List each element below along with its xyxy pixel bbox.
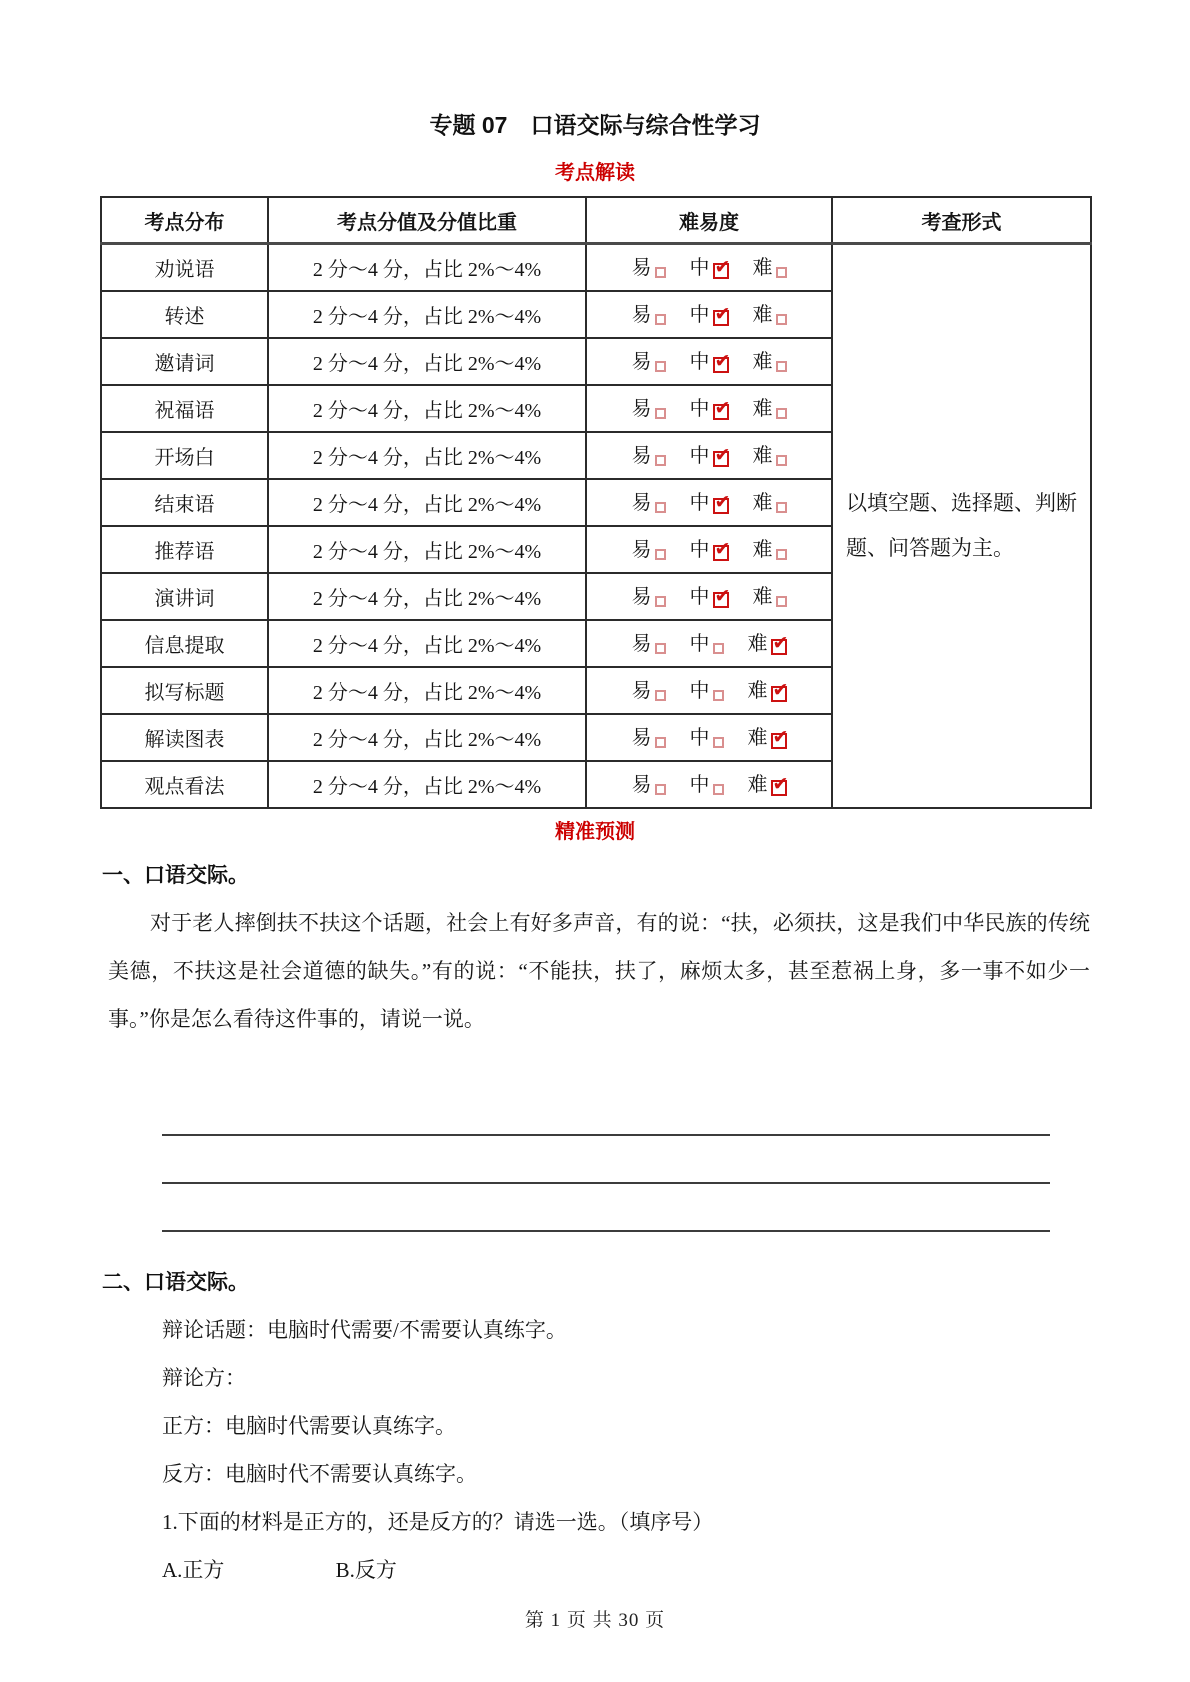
score-cell: 2 分～4 分，占比 2%～4% xyxy=(268,432,586,479)
difficulty-label: 中 xyxy=(689,444,710,467)
difficulty-option-hard xyxy=(753,490,787,516)
score-cell: 2 分～4 分，占比 2%～4% xyxy=(268,667,586,714)
difficulty-option-medium xyxy=(690,537,729,563)
difficulty-cell xyxy=(586,338,832,385)
topic-cell: 解读图表 xyxy=(101,714,268,761)
difficulty-checkbox-hard xyxy=(776,408,787,419)
difficulty-checkbox-medium-checked xyxy=(713,263,729,279)
difficulty-option-hard xyxy=(753,537,787,563)
difficulty-cell xyxy=(586,620,832,667)
difficulty-checkbox-easy xyxy=(655,314,666,325)
difficulty-checkbox-easy xyxy=(655,784,666,795)
difficulty-option-medium xyxy=(690,631,724,657)
difficulty-option-medium xyxy=(690,584,729,610)
difficulty-options xyxy=(587,678,831,704)
difficulty-option-easy xyxy=(632,537,666,563)
section-two-lines xyxy=(162,1306,1090,1546)
score-cell: 2 分～4 分，占比 2%～4% xyxy=(268,244,586,292)
difficulty-options xyxy=(587,725,831,751)
debate-line: 辩论方： xyxy=(162,1366,246,1390)
difficulty-options xyxy=(587,396,831,422)
difficulty-label: 难 xyxy=(747,679,768,702)
difficulty-label: 中 xyxy=(689,773,710,796)
options-line xyxy=(162,1546,1090,1594)
difficulty-checkbox-easy xyxy=(655,549,666,560)
score-cell: 2 分～4 分，占比 2%～4% xyxy=(268,291,586,338)
difficulty-label: 难 xyxy=(747,773,768,796)
difficulty-option-medium xyxy=(690,349,729,375)
score-cell: 2 分～4 分，占比 2%～4% xyxy=(268,761,586,808)
difficulty-checkbox-easy xyxy=(655,408,666,419)
difficulty-label: 难 xyxy=(752,397,773,420)
difficulty-checkbox-hard xyxy=(776,596,787,607)
difficulty-checkbox-hard xyxy=(776,455,787,466)
difficulty-options xyxy=(587,302,831,328)
difficulty-options xyxy=(587,255,831,281)
difficulty-label: 易 xyxy=(631,397,652,420)
difficulty-cell xyxy=(586,291,832,338)
difficulty-options xyxy=(587,631,831,657)
difficulty-label: 易 xyxy=(631,350,652,373)
difficulty-option-medium xyxy=(690,678,724,704)
difficulty-option-easy xyxy=(632,725,666,751)
difficulty-label: 易 xyxy=(631,679,652,702)
debate-line: 反方：电脑时代不需要认真练字。 xyxy=(162,1462,477,1486)
difficulty-checkbox-medium-checked xyxy=(713,357,729,373)
difficulty-checkbox-medium-checked xyxy=(713,498,729,514)
column-header-topic: 考点分布 xyxy=(101,197,268,244)
exam-points-table xyxy=(100,196,1092,809)
topic-cell: 结束语 xyxy=(101,479,268,526)
difficulty-option-hard xyxy=(748,678,787,704)
exam-form-text: 以填空题、选择题、判断题、问答题为主。 xyxy=(846,491,1077,560)
difficulty-checkbox-medium-checked xyxy=(713,404,729,420)
difficulty-label: 易 xyxy=(631,256,652,279)
topic-cell: 转述 xyxy=(101,291,268,338)
difficulty-checkbox-easy xyxy=(655,596,666,607)
table-row xyxy=(101,244,1091,292)
difficulty-checkbox-hard-checked xyxy=(771,686,787,702)
difficulty-label: 中 xyxy=(689,491,710,514)
topic-cell: 祝福语 xyxy=(101,385,268,432)
column-header-exam-form: 考查形式 xyxy=(832,197,1091,244)
difficulty-label: 中 xyxy=(689,538,710,561)
topic-cell: 邀请词 xyxy=(101,338,268,385)
difficulty-label: 难 xyxy=(747,726,768,749)
debate-line: 正方：电脑时代需要认真练字。 xyxy=(162,1414,456,1438)
difficulty-option-easy xyxy=(632,302,666,328)
exam-table-body xyxy=(101,244,1091,809)
difficulty-options xyxy=(587,537,831,563)
difficulty-checkbox-hard xyxy=(776,549,787,560)
difficulty-checkbox-medium-checked xyxy=(713,310,729,326)
difficulty-label: 中 xyxy=(689,726,710,749)
difficulty-option-easy xyxy=(632,255,666,281)
difficulty-checkbox-medium xyxy=(713,690,724,701)
difficulty-option-easy xyxy=(632,584,666,610)
table-header-row xyxy=(101,197,1091,244)
difficulty-cell xyxy=(586,761,832,808)
difficulty-option-medium xyxy=(690,725,724,751)
topic-cell: 劝说语 xyxy=(101,244,268,292)
difficulty-checkbox-easy xyxy=(655,267,666,278)
difficulty-label: 难 xyxy=(747,632,768,655)
score-cell: 2 分～4 分，占比 2%～4% xyxy=(268,573,586,620)
difficulty-checkbox-medium xyxy=(713,643,724,654)
difficulty-option-hard xyxy=(753,255,787,281)
section-one-heading: 一、口语交际。 xyxy=(102,864,249,887)
difficulty-option-medium xyxy=(690,302,729,328)
exam-form-cell xyxy=(832,244,1091,809)
difficulty-label: 中 xyxy=(689,679,710,702)
topic-cell: 演讲词 xyxy=(101,573,268,620)
difficulty-label: 易 xyxy=(631,585,652,608)
difficulty-cell xyxy=(586,244,832,292)
difficulty-option-hard xyxy=(753,443,787,469)
question-paragraph: 对于老人摔倒扶不扶这个话题，社会上有好多声音，有的说：“扶，必须扶，这是我们中华民族的传统美德，不扶这是社会道德的缺失。”有的说：“不能扶，扶了，麻烦太多，甚至惹祸上身，多一事不如少一事。”你是怎么看待这件事的，请说一说。 xyxy=(108,911,1090,1031)
difficulty-checkbox-easy xyxy=(655,361,666,372)
score-cell: 2 分～4 分，占比 2%～4% xyxy=(268,385,586,432)
topic-cell: 信息提取 xyxy=(101,620,268,667)
difficulty-label: 易 xyxy=(631,444,652,467)
difficulty-label: 难 xyxy=(752,491,773,514)
difficulty-options xyxy=(587,584,831,610)
difficulty-option-hard xyxy=(748,772,787,798)
difficulty-option-easy xyxy=(632,349,666,375)
difficulty-label: 易 xyxy=(631,538,652,561)
difficulty-label: 中 xyxy=(689,397,710,420)
difficulty-option-medium xyxy=(690,443,729,469)
answer-blanks xyxy=(162,1088,1050,1232)
difficulty-label: 易 xyxy=(631,632,652,655)
difficulty-option-easy xyxy=(632,396,666,422)
prediction-heading: 精准预测 xyxy=(555,821,635,843)
difficulty-options xyxy=(587,772,831,798)
difficulty-label: 难 xyxy=(752,538,773,561)
difficulty-checkbox-medium-checked xyxy=(713,545,729,561)
difficulty-option-medium xyxy=(690,396,729,422)
difficulty-label: 难 xyxy=(752,350,773,373)
answer-blank xyxy=(162,1136,1050,1184)
difficulty-option-hard xyxy=(753,396,787,422)
difficulty-checkbox-medium-checked xyxy=(713,592,729,608)
difficulty-options xyxy=(587,443,831,469)
exam-points-heading: 考点解读 xyxy=(555,162,635,184)
difficulty-cell xyxy=(586,667,832,714)
difficulty-cell xyxy=(586,432,832,479)
difficulty-label: 易 xyxy=(631,726,652,749)
score-cell: 2 分～4 分，占比 2%～4% xyxy=(268,479,586,526)
difficulty-cell xyxy=(586,479,832,526)
difficulty-label: 易 xyxy=(631,773,652,796)
column-header-difficulty: 难易度 xyxy=(586,197,832,244)
difficulty-label: 难 xyxy=(752,585,773,608)
difficulty-cell xyxy=(586,714,832,761)
difficulty-checkbox-easy xyxy=(655,502,666,513)
difficulty-label: 易 xyxy=(631,303,652,326)
difficulty-option-medium xyxy=(690,772,724,798)
score-cell: 2 分～4 分，占比 2%～4% xyxy=(268,714,586,761)
answer-blank xyxy=(162,1088,1050,1136)
difficulty-label: 难 xyxy=(752,303,773,326)
topic-cell: 拟写标题 xyxy=(101,667,268,714)
score-cell: 2 分～4 分，占比 2%～4% xyxy=(268,526,586,573)
difficulty-option-easy xyxy=(632,678,666,704)
difficulty-option-easy xyxy=(632,631,666,657)
page-footer: 第 1 页 共 30 页 xyxy=(524,1610,666,1631)
difficulty-label: 中 xyxy=(689,256,710,279)
difficulty-option-hard xyxy=(748,631,787,657)
option-b: B.反方 xyxy=(335,1558,397,1582)
difficulty-option-easy xyxy=(632,772,666,798)
document-title: 专题 07 口语交际与综合性学习 xyxy=(429,112,761,138)
difficulty-checkbox-hard xyxy=(776,314,787,325)
topic-cell: 开场白 xyxy=(101,432,268,479)
difficulty-label: 中 xyxy=(689,585,710,608)
difficulty-option-easy xyxy=(632,490,666,516)
difficulty-label: 难 xyxy=(752,444,773,467)
difficulty-option-hard xyxy=(753,302,787,328)
difficulty-cell xyxy=(586,526,832,573)
difficulty-checkbox-hard-checked xyxy=(771,733,787,749)
difficulty-checkbox-hard xyxy=(776,361,787,372)
difficulty-option-medium xyxy=(690,490,729,516)
difficulty-label: 中 xyxy=(689,350,710,373)
difficulty-label: 中 xyxy=(689,632,710,655)
difficulty-checkbox-medium xyxy=(713,737,724,748)
debate-line: 1.下面的材料是正方的，还是反方的？请选一选。（填序号） xyxy=(162,1510,714,1534)
difficulty-option-hard xyxy=(753,584,787,610)
difficulty-label: 易 xyxy=(631,491,652,514)
difficulty-cell xyxy=(586,573,832,620)
difficulty-checkbox-medium xyxy=(713,784,724,795)
column-header-score: 考点分值及分值比重 xyxy=(268,197,586,244)
difficulty-option-hard xyxy=(748,725,787,751)
section-two-heading: 二、口语交际。 xyxy=(102,1271,249,1294)
difficulty-option-medium xyxy=(690,255,729,281)
difficulty-checkbox-easy xyxy=(655,690,666,701)
difficulty-cell xyxy=(586,385,832,432)
difficulty-checkbox-easy xyxy=(655,455,666,466)
difficulty-checkbox-hard xyxy=(776,502,787,513)
difficulty-options xyxy=(587,349,831,375)
difficulty-option-easy xyxy=(632,443,666,469)
debate-line: 辩论话题：电脑时代需要/不需要认真练字。 xyxy=(162,1318,567,1342)
difficulty-checkbox-easy xyxy=(655,737,666,748)
difficulty-checkbox-hard-checked xyxy=(771,780,787,796)
difficulty-options xyxy=(587,490,831,516)
difficulty-checkbox-hard-checked xyxy=(771,639,787,655)
topic-cell: 观点看法 xyxy=(101,761,268,808)
difficulty-checkbox-medium-checked xyxy=(713,451,729,467)
topic-cell: 推荐语 xyxy=(101,526,268,573)
difficulty-checkbox-hard xyxy=(776,267,787,278)
score-cell: 2 分～4 分，占比 2%～4% xyxy=(268,338,586,385)
difficulty-label: 中 xyxy=(689,303,710,326)
difficulty-label: 难 xyxy=(752,256,773,279)
difficulty-checkbox-easy xyxy=(655,643,666,654)
answer-blank xyxy=(162,1184,1050,1232)
score-cell: 2 分～4 分，占比 2%～4% xyxy=(268,620,586,667)
option-a: A.正方 xyxy=(162,1558,225,1582)
difficulty-option-hard xyxy=(753,349,787,375)
